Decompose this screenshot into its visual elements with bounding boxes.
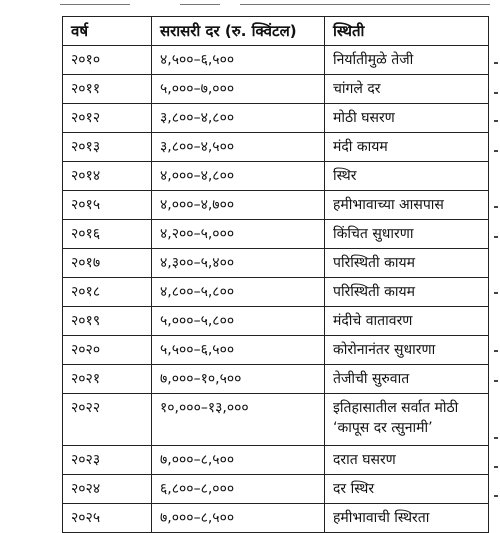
year-cell: २०१४: [63, 162, 152, 191]
year-cell: २०१६: [63, 220, 152, 249]
table-row: [63, 162, 489, 191]
year-cell: २०११: [63, 75, 152, 104]
header-average-rate: सरासरी दर (रु. क्विंटल): [152, 17, 325, 46]
status-cell: मंदी कायम: [325, 133, 489, 162]
table-row: [63, 365, 489, 394]
status-cell: हमीभावाच्या आसपास: [325, 191, 489, 220]
rate-cell: ६,८००–८,०००: [152, 475, 325, 504]
year-cell: २०१५: [63, 191, 152, 220]
table-row: [63, 220, 489, 249]
year-cell: २०१८: [63, 278, 152, 307]
year-cell: २०१७: [63, 249, 152, 278]
year-cell: २०२०: [63, 336, 152, 365]
page-top-fragment: [0, 0, 500, 10]
margin-mark: [494, 206, 498, 208]
margin-mark: [494, 120, 498, 122]
rate-cell: ७,०००–८,५००: [152, 446, 325, 475]
margin-mark: [494, 380, 498, 382]
status-cell: दर स्थिर: [325, 475, 489, 504]
status-cell: निर्यातीमुळे तेजी: [325, 46, 489, 75]
margin-mark: [494, 150, 498, 152]
rate-cell: १०,०००–१३,०००: [152, 394, 325, 446]
table-row: [63, 104, 489, 133]
margin-mark: [494, 350, 498, 352]
header-year: वर्ष: [63, 17, 152, 46]
year-cell: २०२२: [63, 394, 152, 446]
status-cell: मंदीचे वातावरण: [325, 307, 489, 336]
year-cell: २०१३: [63, 133, 152, 162]
table-row: [63, 307, 489, 336]
rate-cell: ४,३००–५,४००: [152, 249, 325, 278]
rate-cell: ३,८००–४,५००: [152, 133, 325, 162]
margin-mark: [494, 292, 498, 294]
table-row: [63, 336, 489, 365]
table-row: [63, 394, 489, 446]
status-cell: तेजीची सुरुवात: [325, 365, 489, 394]
table-row: [63, 278, 489, 307]
status-cell: किंचित सुधारणा: [325, 220, 489, 249]
rate-cell: ४,५००–६,५००: [152, 46, 325, 75]
rate-cell: ४,२००–५,०००: [152, 220, 325, 249]
cotton-rate-table: [62, 16, 489, 533]
rate-cell: ३,८००–४,८००: [152, 104, 325, 133]
rate-cell: ५,०००–५,८००: [152, 307, 325, 336]
table-row: [63, 46, 489, 75]
status-cell: परिस्थिती कायम: [325, 249, 489, 278]
status-cell: मोठी घसरण: [325, 104, 489, 133]
status-cell: कोरोनानंतर सुधारणा: [325, 336, 489, 365]
cropped-text-fragment: [60, 0, 130, 5]
margin-mark: [494, 437, 498, 439]
margin-mark: [494, 466, 498, 468]
status-line-1: इतिहासातील सर्वात मोठी: [333, 400, 459, 416]
table-row: [63, 191, 489, 220]
status-cell: परिस्थिती कायम: [325, 278, 489, 307]
status-cell: [325, 394, 489, 446]
year-cell: २०२५: [63, 504, 152, 533]
rate-cell: ५,५००–६,५००: [152, 336, 325, 365]
status-cell: दरात घसरण: [325, 446, 489, 475]
year-cell: २०१२: [63, 104, 152, 133]
rate-cell: ४,०००–४,७००: [152, 191, 325, 220]
year-cell: २०१०: [63, 46, 152, 75]
margin-mark: [494, 495, 498, 497]
year-cell: २०१९: [63, 307, 152, 336]
status-line-2: ‘कापूस दर त्सुनामी’: [333, 420, 433, 436]
margin-mark: [494, 236, 498, 238]
table-row: [63, 475, 489, 504]
status-cell: स्थिर: [325, 162, 489, 191]
status-cell: चांगले दर: [325, 75, 489, 104]
header-status: स्थिती: [325, 17, 489, 46]
table-row: [63, 133, 489, 162]
cropped-text-fragment: [240, 0, 490, 5]
table-row: [63, 75, 489, 104]
rate-cell: ७,०००–८,५००: [152, 504, 325, 533]
margin-mark: [494, 62, 498, 64]
cropped-text-fragment: [180, 0, 220, 5]
rate-cell: ४,८००–५,८००: [152, 278, 325, 307]
table-row: [63, 446, 489, 475]
rate-cell: ४,०००–४,८००: [152, 162, 325, 191]
status-cell: हमीभावाची स्थिरता: [325, 504, 489, 533]
table-header-row: [63, 17, 489, 46]
rate-cell: ७,०००–१०,५००: [152, 365, 325, 394]
right-margin-fragment: [490, 0, 500, 516]
year-cell: २०२४: [63, 475, 152, 504]
margin-mark: [494, 92, 498, 94]
table-row: [63, 504, 489, 533]
table-row: [63, 249, 489, 278]
year-cell: २०२३: [63, 446, 152, 475]
year-cell: २०२१: [63, 365, 152, 394]
rate-cell: ५,०००–७,०००: [152, 75, 325, 104]
